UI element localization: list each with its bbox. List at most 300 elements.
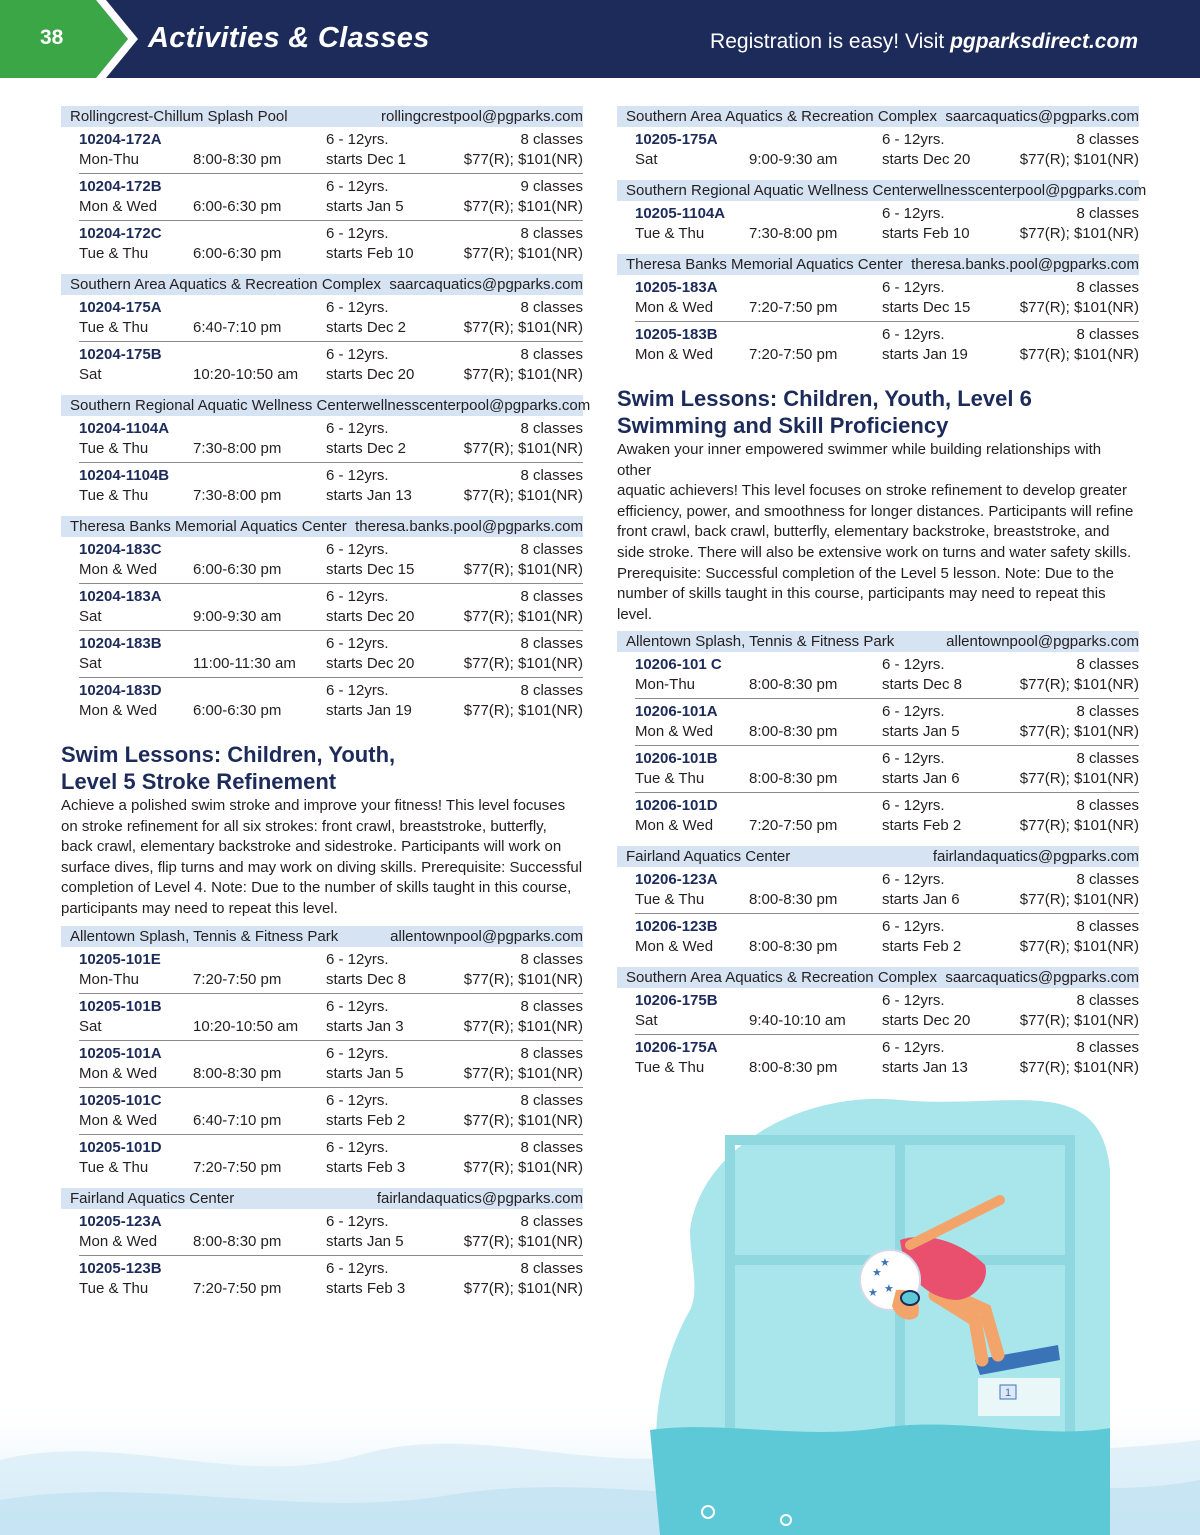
class-time: 7:20-7:50 pm (749, 817, 838, 835)
class-time: 10:20-10:50 am (193, 1017, 299, 1035)
class-row (635, 914, 1139, 961)
class-days: Mon-Thu (79, 970, 140, 988)
class-code: 10206-101 C (635, 656, 722, 674)
class-code: 10205-101E (79, 950, 161, 968)
class-age: 6 - 12yrs. (326, 635, 389, 652)
class-fee: $77(R); $101(NR) (1019, 151, 1139, 168)
description-line: completion of Level 4. Note: Due to the number of skills taught in this course, (61, 879, 572, 897)
class-code: 10205-101C (79, 1091, 162, 1109)
class-days: Tue & Thu (635, 770, 705, 788)
facility-header (617, 967, 1139, 988)
class-age: 6 - 12yrs. (326, 1091, 389, 1109)
class-time: 8:00-8:30 pm (193, 1232, 282, 1250)
class-count: 8 classes (1076, 131, 1139, 148)
class-code: 10204-1104A (79, 420, 170, 437)
facility-name: Rollingcrest-Chillum Splash Pool (70, 108, 288, 125)
registration-prefix: Registration is easy! Visit (710, 30, 951, 53)
description-line: surface dives, flip turns and may work on diving skills. Prerequisite: Successful (61, 858, 583, 876)
class-code: 10205-183A (635, 279, 718, 296)
class-count: 8 classes (1076, 797, 1139, 815)
class-time: 7:20-7:50 pm (749, 346, 838, 363)
class-time: 6:40-7:10 pm (193, 319, 282, 336)
class-count: 8 classes (520, 635, 583, 652)
facility-header (617, 631, 1139, 652)
class-count: 8 classes (520, 541, 583, 558)
class-start-date: starts Jan 13 (326, 487, 412, 504)
class-fee: $77(R); $101(NR) (463, 1232, 583, 1250)
class-row (635, 793, 1139, 840)
class-time: 8:00-8:30 pm (749, 676, 838, 694)
description-line: side stroke. There will also be extensive work on turns and water safety skills. (617, 543, 1132, 561)
class-age: 6 - 12yrs. (326, 346, 389, 363)
class-count: 8 classes (520, 1259, 583, 1277)
class-days: Sat (79, 655, 102, 672)
facility-header (617, 180, 1147, 201)
class-code: 10206-175A (635, 1039, 718, 1057)
class-code: 10206-101D (635, 797, 718, 815)
class-count: 8 classes (520, 682, 583, 699)
class-count: 8 classes (520, 420, 583, 437)
class-time: 7:20-7:50 pm (193, 1279, 282, 1297)
class-time: 8:00-8:30 pm (193, 1064, 282, 1082)
class-days: Mon & Wed (635, 346, 714, 363)
class-fee: $77(R); $101(NR) (463, 198, 583, 215)
facility-header (61, 395, 591, 416)
class-fee: $77(R); $101(NR) (1019, 723, 1139, 741)
class-row (79, 678, 583, 725)
class-code: 10204-172A (79, 131, 162, 148)
description-line: Awaken your inner empowered swimmer while building relationships with other (617, 441, 1102, 479)
class-code: 10206-175B (635, 992, 718, 1010)
class-row (635, 127, 1139, 174)
facility-name: Southern Regional Aquatic Wellness Center (70, 397, 362, 414)
class-count: 8 classes (1076, 918, 1139, 936)
class-age: 6 - 12yrs. (882, 326, 945, 343)
class-row (79, 295, 583, 342)
class-code: 10205-101D (79, 1138, 162, 1156)
class-age: 6 - 12yrs. (326, 420, 389, 437)
class-count: 8 classes (1076, 279, 1139, 296)
facility-email[interactable]: saarcaquatics@pgparks.com (945, 969, 1139, 987)
class-code: 10204-183D (79, 682, 162, 699)
class-time: 6:00-6:30 pm (193, 245, 282, 262)
class-age: 6 - 12yrs. (326, 541, 389, 558)
facility-email[interactable]: allentownpool@pgparks.com (946, 633, 1139, 651)
class-age: 6 - 12yrs. (882, 797, 945, 815)
section-title-line: Swim Lessons: Children, Youth, Level 6 (617, 386, 1032, 411)
class-age: 6 - 12yrs. (326, 178, 389, 195)
class-count: 8 classes (520, 997, 583, 1015)
class-row (79, 221, 583, 268)
facility-email[interactable]: rollingcrestpool@pgparks.com (381, 108, 583, 125)
class-count: 8 classes (1076, 703, 1139, 721)
class-age: 6 - 12yrs. (882, 279, 945, 296)
class-row (79, 416, 583, 463)
class-time: 7:20-7:50 pm (193, 970, 282, 988)
facility-name: Allentown Splash, Tennis & Fitness Park (70, 927, 339, 945)
class-fee: $77(R); $101(NR) (463, 1158, 583, 1176)
class-start-date: starts Dec 15 (882, 299, 971, 316)
class-time: 8:00-8:30 pm (749, 938, 838, 956)
class-row (79, 463, 583, 510)
class-code: 10204-1104B (79, 467, 170, 484)
description-line: Prerequisite: Successful completion of the Level 5 lesson. Note: Due to the (617, 564, 1114, 582)
class-fee: $77(R); $101(NR) (463, 702, 583, 719)
class-time: 7:30-8:00 pm (193, 440, 282, 457)
swimmer-pool-illustration (0, 1060, 1200, 1535)
section-title-line: Swim Lessons: Children, Youth, (61, 742, 396, 767)
class-count: 8 classes (1076, 326, 1139, 343)
class-days: Mon & Wed (79, 702, 158, 719)
class-days: Tue & Thu (79, 319, 149, 336)
class-fee: $77(R); $101(NR) (463, 1279, 583, 1297)
class-age: 6 - 12yrs. (326, 299, 389, 316)
facility-name: Southern Regional Aquatic Wellness Center (626, 182, 918, 199)
class-age: 6 - 12yrs. (882, 918, 945, 936)
class-fee: $77(R); $101(NR) (463, 366, 583, 383)
facility-name: Theresa Banks Memorial Aquatics Center (626, 256, 903, 273)
class-age: 6 - 12yrs. (326, 467, 389, 484)
class-time: 11:00-11:30 am (193, 655, 296, 672)
class-code: 10204-172B (79, 178, 162, 195)
class-days: Mon-Thu (79, 151, 140, 168)
svg-text:★: ★ (880, 1256, 890, 1269)
class-fee: $77(R); $101(NR) (1019, 676, 1139, 694)
class-start-date: starts Dec 20 (326, 655, 415, 672)
class-days: Tue & Thu (635, 891, 705, 909)
class-count: 8 classes (1076, 656, 1139, 674)
class-age: 6 - 12yrs. (326, 588, 389, 605)
class-row (79, 947, 583, 994)
class-start-date: starts Jan 6 (882, 891, 960, 909)
facility-name: Theresa Banks Memorial Aquatics Center (70, 518, 347, 535)
class-count: 8 classes (520, 1138, 583, 1156)
class-fee: $77(R); $101(NR) (463, 655, 583, 672)
class-age: 6 - 12yrs. (882, 131, 945, 148)
class-days: Sat (635, 1012, 658, 1030)
class-count: 8 classes (1076, 992, 1139, 1010)
class-age: 6 - 12yrs. (882, 205, 945, 222)
section-description-level-6 (617, 440, 1139, 625)
class-start-date: starts Jan 19 (882, 346, 968, 363)
class-code: 10204-172C (79, 225, 162, 242)
class-fee: $77(R); $101(NR) (463, 440, 583, 457)
class-start-date: starts Jan 6 (882, 770, 960, 788)
facility-header (61, 516, 583, 537)
class-days: Sat (79, 366, 102, 383)
facility-email[interactable]: fairlandaquatics@pgparks.com (932, 848, 1139, 866)
class-row (79, 342, 583, 389)
class-days: Tue & Thu (635, 1059, 705, 1077)
facility-email[interactable]: fairlandaquatics@pgparks.com (376, 1189, 583, 1207)
class-row (79, 537, 583, 584)
class-fee: $77(R); $101(NR) (1019, 1059, 1139, 1077)
class-time: 6:00-6:30 pm (193, 561, 282, 578)
class-row (635, 652, 1139, 699)
description-line: front crawl, back crawl, butterfly, elementary backstroke, breaststroke, and (617, 523, 1110, 541)
class-start-date: starts Dec 2 (326, 319, 407, 336)
class-fee: $77(R); $101(NR) (1019, 817, 1139, 835)
facility-header (61, 926, 583, 947)
page-title: Activities & Classes (148, 22, 430, 54)
class-fee: $77(R); $101(NR) (463, 1017, 583, 1035)
class-fee: $77(R); $101(NR) (463, 561, 583, 578)
class-start-date: starts Feb 10 (882, 225, 970, 242)
svg-text:★: ★ (872, 1266, 882, 1279)
class-time: 8:00-8:30 pm (193, 151, 282, 168)
class-time: 9:40-10:10 am (749, 1012, 846, 1030)
facility-name: Southern Area Aquatics & Recreation Complex (626, 969, 938, 987)
class-code: 10204-175A (79, 299, 162, 316)
description-line: aquatic achievers! This level focuses on stroke refinement to develop greater (617, 482, 1127, 500)
class-days: Mon & Wed (635, 938, 714, 956)
facility-name: Allentown Splash, Tennis & Fitness Park (626, 633, 895, 651)
class-count: 8 classes (1076, 750, 1139, 768)
description-line: participants may need to repeat this level. (61, 899, 338, 917)
facility-email[interactable]: wellnesscenterpool@pgparks.com (917, 182, 1147, 199)
class-fee: $77(R); $101(NR) (463, 151, 583, 168)
class-count: 8 classes (1076, 205, 1139, 222)
class-code: 10204-183B (79, 635, 162, 652)
class-start-date: starts Feb 3 (326, 1279, 406, 1297)
class-row (79, 584, 583, 631)
class-time: 7:20-7:50 pm (193, 1158, 282, 1176)
class-count: 8 classes (1076, 1039, 1139, 1057)
class-row (79, 631, 583, 678)
class-time: 6:40-7:10 pm (193, 1111, 282, 1129)
page-header (0, 0, 1200, 78)
class-days: Mon & Wed (79, 561, 158, 578)
class-days: Sat (635, 151, 658, 168)
facility-header (61, 274, 583, 295)
right-column (617, 106, 1147, 1088)
class-count: 8 classes (520, 346, 583, 363)
facility-name: Southern Area Aquatics & Recreation Complex (70, 276, 382, 293)
class-start-date: starts Dec 1 (326, 151, 407, 168)
class-time: 7:30-8:00 pm (749, 225, 838, 242)
class-days: Tue & Thu (79, 245, 149, 262)
class-age: 6 - 12yrs. (882, 992, 945, 1010)
class-code: 10205-101B (79, 997, 162, 1015)
class-time: 7:20-7:50 pm (749, 299, 838, 316)
class-days: Mon & Wed (79, 198, 158, 215)
class-days: Mon & Wed (635, 817, 714, 835)
class-time: 7:30-8:00 pm (193, 487, 282, 504)
class-fee: $77(R); $101(NR) (463, 487, 583, 504)
description-line: back crawl, elementary backstroke and sidestroke. Participants will work on (61, 838, 562, 856)
class-code: 10205-123A (79, 1212, 162, 1230)
class-fee: $77(R); $101(NR) (1019, 1012, 1139, 1030)
description-line: number of skills taught in this course, participants may need to repeat this level. (617, 585, 1106, 623)
class-code: 10205-123B (79, 1259, 162, 1277)
class-days: Sat (79, 608, 102, 625)
class-start-date: starts Jan 13 (882, 1059, 968, 1077)
pool-water (650, 1425, 1110, 1535)
class-fee: $77(R); $101(NR) (463, 319, 583, 336)
class-age: 6 - 12yrs. (326, 225, 389, 242)
class-row (635, 746, 1139, 793)
registration-link[interactable]: pgparksdirect.com (950, 30, 1138, 53)
class-count: 8 classes (1076, 871, 1139, 889)
class-start-date: starts Feb 2 (882, 817, 962, 835)
class-age: 6 - 12yrs. (326, 1138, 389, 1156)
class-fee: $77(R); $101(NR) (1019, 225, 1139, 242)
section-title-line: Swimming and Skill Proficiency (617, 413, 949, 438)
section-title-level-6 (617, 385, 1139, 439)
class-fee: $77(R); $101(NR) (463, 245, 583, 262)
class-fee: $77(R); $101(NR) (1019, 891, 1139, 909)
class-row (79, 174, 583, 221)
class-age: 6 - 12yrs. (326, 1044, 389, 1062)
class-row (635, 201, 1139, 248)
class-code: 10204-175B (79, 346, 162, 363)
class-age: 6 - 12yrs. (882, 703, 945, 721)
class-code: 10205-175A (635, 131, 718, 148)
section-description-level-5 (61, 796, 583, 920)
class-age: 6 - 12yrs. (882, 750, 945, 768)
right-schedule-2 (617, 631, 1139, 1088)
class-start-date: starts Dec 8 (882, 676, 963, 694)
registration-note (710, 30, 1138, 54)
class-fee: $77(R); $101(NR) (1019, 299, 1139, 316)
facility-email[interactable]: saarcaquatics@pgparks.com (945, 108, 1139, 125)
description-line: efficiency, power, and smoothness for longer distances. Participants will refine (617, 502, 1134, 520)
class-days: Mon & Wed (79, 1064, 158, 1082)
class-code: 10205-1104A (635, 205, 726, 222)
right-schedule-1 (617, 106, 1147, 375)
class-fee: $77(R); $101(NR) (1019, 770, 1139, 788)
class-start-date: starts Jan 5 (326, 1064, 404, 1082)
class-days: Mon & Wed (79, 1111, 158, 1129)
class-time: 8:00-8:30 pm (749, 1059, 838, 1077)
class-start-date: starts Dec 20 (882, 1012, 971, 1030)
svg-text:★: ★ (868, 1286, 878, 1299)
class-row (635, 988, 1139, 1035)
class-code: 10206-123A (635, 871, 718, 889)
class-start-date: starts Jan 5 (326, 198, 404, 215)
class-row (635, 275, 1139, 322)
class-time: 8:00-8:30 pm (749, 891, 838, 909)
class-fee: $77(R); $101(NR) (1019, 938, 1139, 956)
class-days: Tue & Thu (635, 225, 705, 242)
class-age: 6 - 12yrs. (326, 950, 389, 968)
class-days: Sat (79, 1017, 102, 1035)
facility-email[interactable]: allentownpool@pgparks.com (390, 927, 583, 945)
class-start-date: starts Jan 3 (326, 1017, 404, 1035)
class-time: 6:00-6:30 pm (193, 702, 282, 719)
facility-email[interactable]: saarcaquatics@pgparks.com (389, 276, 583, 293)
class-count: 8 classes (520, 225, 583, 242)
page-number: 38 (40, 26, 64, 49)
facility-header (617, 846, 1139, 867)
class-time: 8:00-8:30 pm (749, 723, 838, 741)
class-start-date: starts Dec 2 (326, 440, 407, 457)
class-code: 10206-101A (635, 703, 718, 721)
class-age: 6 - 12yrs. (326, 131, 389, 148)
class-start-date: starts Jan 5 (326, 1232, 404, 1250)
class-age: 6 - 12yrs. (882, 1039, 945, 1057)
class-days: Tue & Thu (79, 1158, 149, 1176)
facility-name: Fairland Aquatics Center (70, 1189, 235, 1207)
class-row (635, 867, 1139, 914)
class-row (79, 127, 583, 174)
class-code: 10204-183A (79, 588, 162, 605)
class-start-date: starts Feb 2 (326, 1111, 406, 1129)
class-count: 8 classes (520, 467, 583, 484)
class-age: 6 - 12yrs. (326, 682, 389, 699)
class-count: 8 classes (520, 299, 583, 316)
facility-header (617, 106, 1139, 127)
class-count: 8 classes (520, 1044, 583, 1062)
left-schedule-1 (61, 106, 591, 731)
facility-header (61, 106, 583, 127)
class-row (635, 322, 1139, 369)
class-start-date: starts Dec 8 (326, 970, 407, 988)
class-code: 10205-101A (79, 1044, 162, 1062)
class-fee: $77(R); $101(NR) (463, 1111, 583, 1129)
section-title-line: Level 5 Stroke Refinement (61, 769, 337, 794)
class-fee: $77(R); $101(NR) (463, 970, 583, 988)
class-start-date: starts Feb 3 (326, 1158, 406, 1176)
class-days: Tue & Thu (79, 487, 149, 504)
facility-header (617, 254, 1139, 275)
class-row (79, 994, 583, 1041)
class-days: Tue & Thu (79, 440, 149, 457)
class-start-date: starts Dec 15 (326, 561, 415, 578)
class-age: 6 - 12yrs. (882, 871, 945, 889)
class-count: 8 classes (520, 950, 583, 968)
class-start-date: starts Feb 2 (882, 938, 962, 956)
starting-block-number: 1 (1004, 1387, 1012, 1399)
class-code: 10205-183B (635, 326, 718, 343)
class-code: 10204-183C (79, 541, 162, 558)
class-row (635, 699, 1139, 746)
class-age: 6 - 12yrs. (326, 1212, 389, 1230)
class-age: 6 - 12yrs. (326, 1259, 389, 1277)
class-code: 10206-123B (635, 918, 718, 936)
facility-email[interactable]: wellnesscenterpool@pgparks.com (361, 397, 591, 414)
class-time: 8:00-8:30 pm (749, 770, 838, 788)
class-time: 6:00-6:30 pm (193, 198, 282, 215)
class-start-date: starts Jan 5 (882, 723, 960, 741)
description-line: Achieve a polished swim stroke and improve your fitness! This level focuses (61, 797, 566, 814)
facility-email[interactable]: theresa.banks.pool@pgparks.com (355, 518, 583, 535)
class-count: 8 classes (520, 1212, 583, 1230)
class-start-date: starts Dec 20 (326, 608, 415, 625)
class-time: 9:00-9:30 am (193, 608, 282, 625)
facility-email[interactable]: theresa.banks.pool@pgparks.com (911, 256, 1139, 273)
class-count: 8 classes (520, 1091, 583, 1109)
description-line: on stroke refinement for all six strokes: front crawl, breaststroke, butterfly, (61, 817, 547, 835)
class-days: Mon-Thu (635, 676, 696, 694)
group-spacer (61, 725, 583, 731)
svg-text:★: ★ (884, 1282, 894, 1295)
class-fee: $77(R); $101(NR) (463, 1064, 583, 1082)
facility-name: Fairland Aquatics Center (626, 848, 791, 866)
class-fee: $77(R); $101(NR) (463, 608, 583, 625)
group-spacer (617, 369, 1139, 375)
class-days: Mon & Wed (635, 299, 714, 316)
class-days: Tue & Thu (79, 1279, 149, 1297)
class-count: 9 classes (520, 178, 583, 195)
class-fee: $77(R); $101(NR) (1019, 346, 1139, 363)
class-age: 6 - 12yrs. (326, 997, 389, 1015)
section-title-level-5 (61, 741, 583, 795)
class-count: 8 classes (520, 588, 583, 605)
class-start-date: starts Jan 19 (326, 702, 412, 719)
class-time: 10:20-10:50 am (193, 366, 299, 383)
class-age: 6 - 12yrs. (882, 656, 945, 674)
